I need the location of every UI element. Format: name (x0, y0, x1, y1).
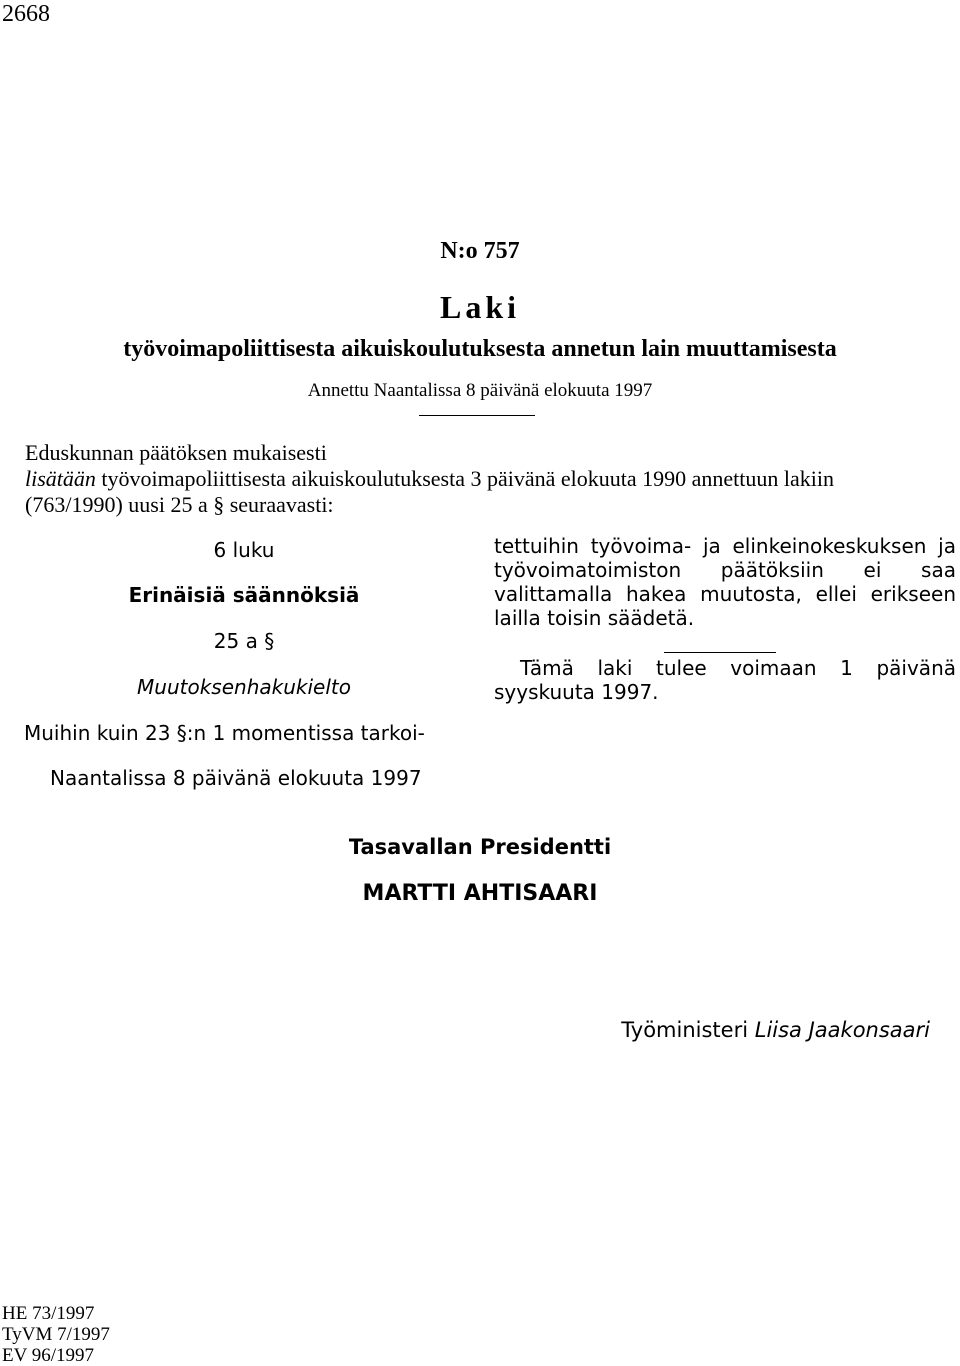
minister-name: Liisa Jaakonsaari (754, 1018, 930, 1042)
title-divider (419, 415, 535, 416)
page-number: 2668 (2, 1, 50, 27)
intro-verb: lisätään (25, 466, 96, 491)
place-date: Naantalissa 8 päivänä elokuuta 1997 (50, 766, 422, 790)
references (2, 1303, 110, 1366)
minister-role: Työministeri (621, 1018, 749, 1042)
signature-name: MARTTI AHTISAARI (362, 881, 598, 906)
section-divider (664, 652, 776, 653)
entry-into-force: Tämä laki tulee voimaan 1 päivänä syyskuuta 1997. (494, 656, 956, 704)
intro-line-2 (25, 466, 937, 492)
section-number: 25 a § (213, 629, 275, 653)
law-title: työvoimapoliittisesta aikuiskoulutuksesta annetun lain muuttamisesta (123, 336, 837, 362)
signature-title: Tasavallan Presidentti (348, 835, 612, 859)
intro-line-3: (763/1990) uusi 25 a § seuraavasti: (25, 492, 334, 517)
reference-item: HE 73/1997 (2, 1303, 95, 1324)
section-title: Muutoksenhakukielto (137, 675, 351, 699)
law-label: Laki (439, 289, 521, 325)
minister-signature (621, 1015, 930, 1045)
reference-item: EV 96/1997 (2, 1345, 95, 1366)
intro-line-1: Eduskunnan päätöksen mukaisesti (25, 440, 327, 465)
chapter-title: Erinäisiä säännöksiä (128, 583, 360, 607)
law-number: N:o 757 (440, 238, 520, 264)
chapter-number: 6 luku (213, 538, 275, 562)
reference-item: TyVM 7/1997 (2, 1324, 110, 1345)
section-text-left: Muihin kuin 23 §:n 1 momentissa tarkoi- (24, 721, 425, 745)
given-date: Annettu Naantalissa 8 päivänä elokuuta 1997 (307, 380, 653, 401)
section-text-right: tettuihin työvoima- ja elinkeinokeskuksen ja työvoimatoimiston päätöksiin ei saa valittamalla hakea muutosta, ellei erikseen lailla toisin säädetä. (494, 534, 956, 630)
intro-line-2-rest: työvoimapoliittisesta aikuiskoulutuksesta 3 päivänä elokuuta 1990 annettuun lakiin (95, 466, 835, 491)
